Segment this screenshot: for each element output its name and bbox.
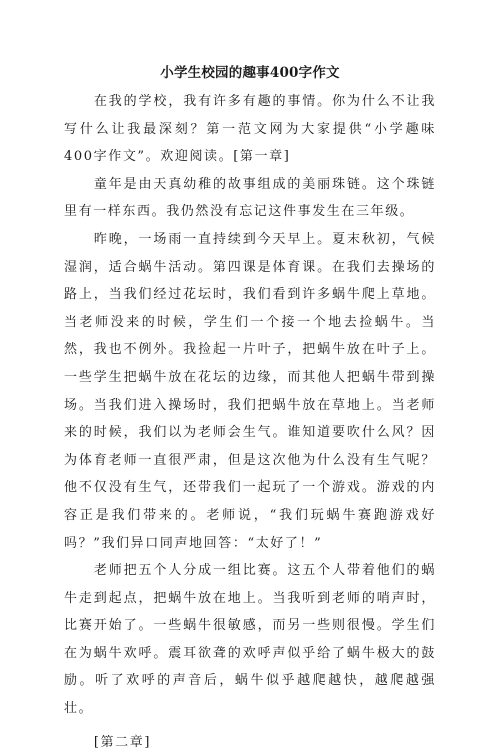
document-body: [64, 88, 436, 756]
paragraph-intro: 在我的学校，我有许多有趣的事情。你为什么不让我写什么让我最深刻？第一范文网为大家提供“小学趣味400字作文”。欢迎阅读。[第一章]: [64, 94, 436, 165]
paragraph-snail-story: 昨晚，一场雨一直持续到今天早上。夏末秋初，气候湿润，适合蜗牛活动。第四课是体育课。在我们去操场的路上，当我们经过花坛时，我们看到许多蜗牛爬上草地。当老师没来的时候，学生们一个接一个地去捡蜗牛。当然，我也不例外。我捡起一片叶子，把蜗牛放在叶子上。一些学生把蜗牛放在花坛的边缘，而其他人把蜗牛带到操场。当我们进入操场时，我们把蜗牛放在草地上。当老师来的时候，我们以为老师会生气。谁知道要吹什么风？因为体育老师一直很严肃，但是这次他为什么没有生气呢？他不仅没有生气，还带我们一起玩了一个游戏。游戏的内容正是我们带来的。老师说，“我们玩蜗牛赛跑游戏好吗？”我们异口同声地回答：“太好了！”: [64, 231, 436, 551]
paragraph-snail-race: 老师把五个人分成一组比赛。这五个人带着他们的蜗牛走到起点，把蜗牛放在地上。当我听到老师的哨声时，比赛开始了。一些蜗牛很敏感，而另一些则很慢。学生们在为蜗牛欢呼。震耳欲聋的欢呼声似乎给了蜗牛极大的鼓励。听了欢呼的声音后，蜗牛似乎越爬越快，越爬越强壮。: [64, 563, 436, 717]
document-title: 小学生校园的趣事400字作文: [160, 65, 340, 81]
paragraph-childhood: 童年是由天真幼稚的故事组成的美丽珠链。这个珠链里有一样东西。我仍然没有忘记这件事发生在三年级。: [64, 176, 436, 220]
section-heading-chapter-two: [第二章]: [93, 734, 152, 750]
